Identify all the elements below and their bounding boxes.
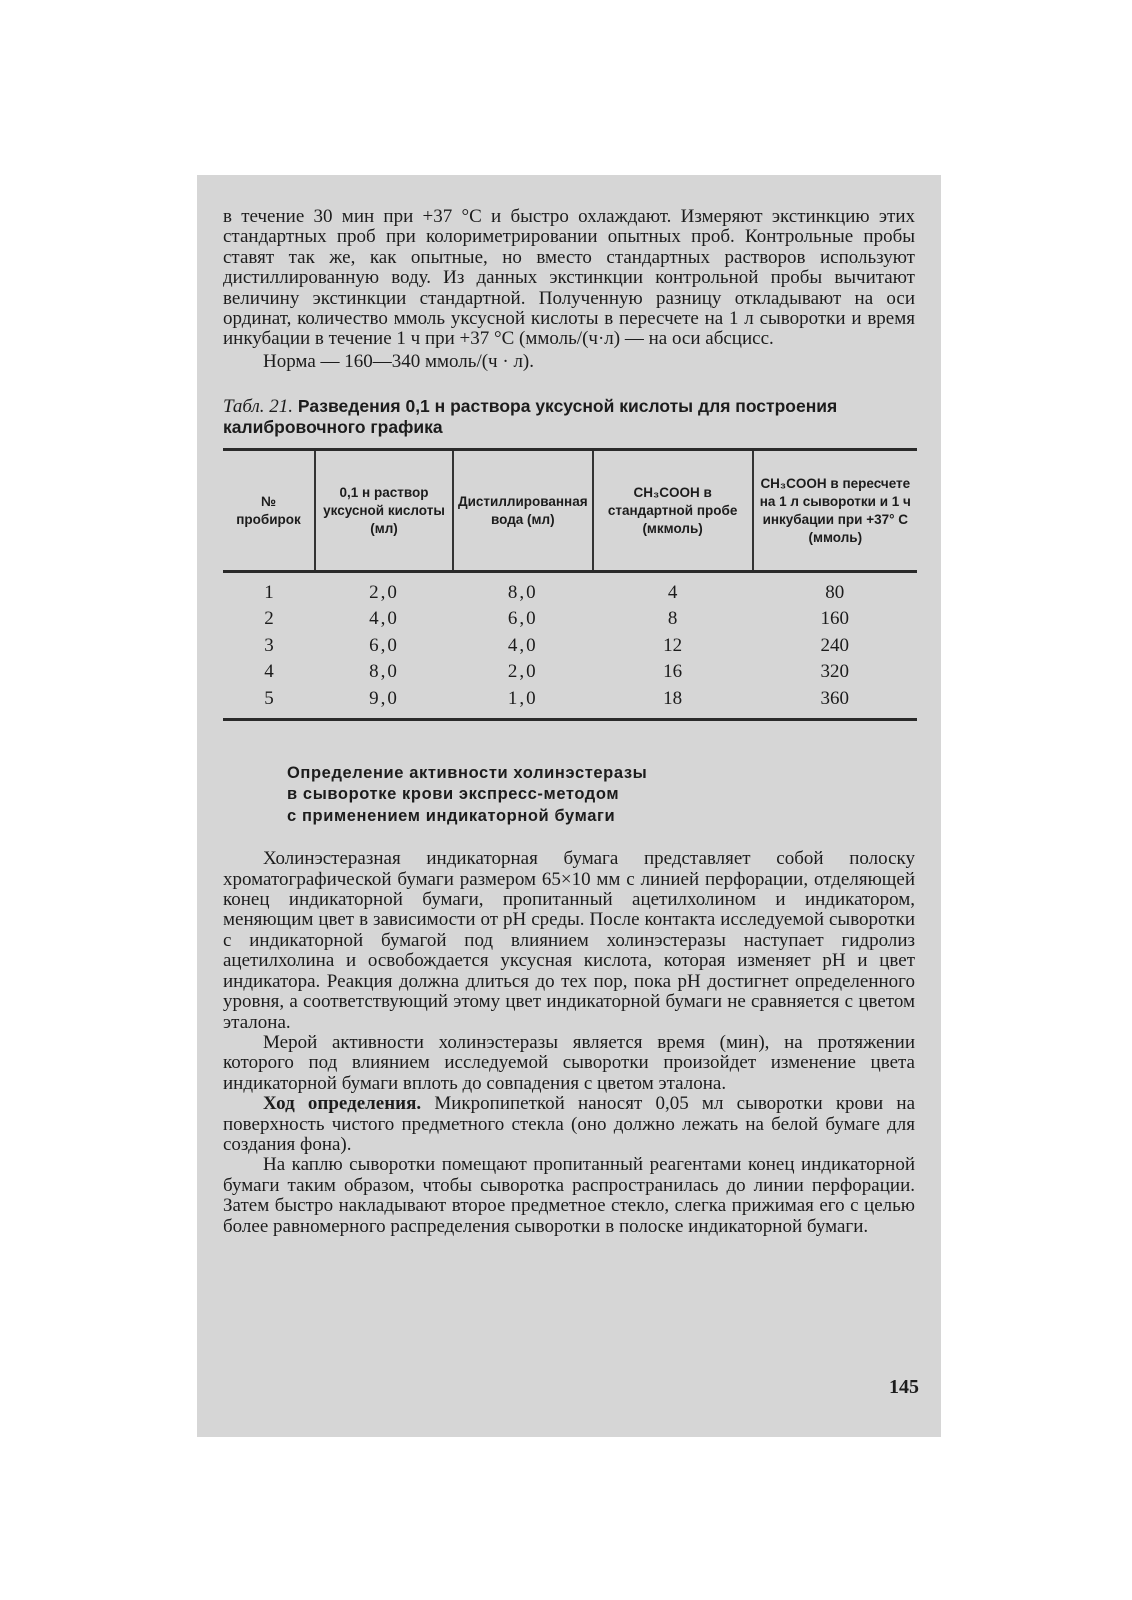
section-heading-line: с применением индикаторной бумаги	[287, 806, 616, 825]
header-acid-solution: 0,1 н раствор уксусной кислоты (мл)	[315, 450, 453, 572]
table-cell: 3	[264, 634, 274, 656]
table-row	[223, 632, 917, 659]
dilution-table	[223, 448, 917, 721]
paragraph-text: Микропипеткой наносят 0,05 мл сыворотки крови на поверхность чистого предметного стекла (оно должно лежать на белой бумаге для создания фона).	[223, 1093, 915, 1155]
table-cell: 1,0	[507, 687, 538, 709]
table-row	[223, 685, 917, 719]
section-heading	[287, 763, 915, 828]
header-distilled-water: Дистиллированная вода (мл)	[453, 450, 593, 572]
table-cell: 320	[820, 661, 850, 682]
table-cell: 18	[663, 687, 683, 709]
table-cell: 16	[663, 661, 683, 682]
table-header-row	[223, 450, 917, 572]
table-cell: 8	[667, 608, 678, 629]
paragraph	[223, 1094, 915, 1155]
section-heading-line: Определение активности холинэстеразы	[287, 763, 648, 782]
book-page	[197, 175, 941, 1437]
table-cell: 1	[264, 581, 274, 603]
paragraph-top: в течение 30 мин при +37 °С и быстро охлаждают. Измеряют экстинкцию этих стандартных проб при колориметрировании опытных проб. Контрольные пробы ставят так же, как опытные, но вместо стандартных растворов используют дистиллированную воду. Из данных экстинкции контрольной пробы вычитают величину экстинкции стандартной. Полученную разницу откладывают на оси ординат, количество ммоль уксусной кислоты в пересчете на 1 л сыворотки и время инкубации в течение 1 ч при +37 °С (ммоль/(ч·л) — на оси абсцисс.	[223, 206, 915, 350]
table-cell: 9,0	[369, 687, 399, 709]
table-cell: 4	[264, 661, 274, 682]
header-recalculated: CH₃COOH в пересчете на 1 л сыворотки и 1 ч инкубации при +37° С (ммоль)	[753, 450, 917, 572]
table-cell: 240	[820, 634, 850, 656]
table-row	[223, 606, 917, 633]
table-cell: 8,0	[507, 581, 538, 603]
paragraph: Мерой активности холинэстеразы является время (мин), на протяжении которого под влиянием исследуемой сыворотки произойдет изменение цвета индикаторной бумаги вплоть до совпадения с цветом эталона.	[223, 1031, 915, 1094]
table-row	[223, 659, 917, 686]
table-cell: 4	[667, 581, 678, 603]
header-tube-number: № пробирок	[223, 450, 315, 572]
procedure-heading: Ход определения.	[263, 1093, 422, 1115]
table-cell: 80	[825, 581, 845, 603]
table-cell: 2,0	[369, 581, 399, 603]
table-cell: 5	[264, 687, 274, 709]
norm-line: Норма — 160—340 ммоль/(ч · л).	[263, 350, 535, 372]
table-cell: 8,0	[369, 661, 399, 682]
table-caption	[223, 396, 915, 438]
table-cell: 160	[820, 608, 850, 629]
table-caption-text: Разведения 0,1 н раствора уксусной кислоты для построения калибровочного графика	[223, 396, 838, 438]
paragraph: Холинэстеразная индикаторная бумага представляет собой полоску хроматографической бумаги размером 65×10 мм с линией перфорации, отделяющей конец индикаторной бумаги, пропитанный ацетилхолином и индикатором, меняющим цвет в зависимости от pH среды. После контакта исследуемой сыворотки с индикаторной бумагой под влиянием холинэстеразы наступает гидролиз ацетилхолина и освобождается уксусная кислота, которая изменяет pH и цвет индикатора. Реакция должна длиться до тех пор, пока pH достигнет определенного уровня, а соответствующий этому цвет индикаторной бумаги не сравняется с цветом эталона.	[223, 848, 915, 1033]
table-cell: 2,0	[507, 661, 538, 682]
table-cell: 6,0	[507, 608, 538, 629]
page-number: 145	[889, 1376, 919, 1398]
table-row	[223, 572, 917, 606]
table-label: Табл. 21.	[223, 396, 293, 418]
table-cell: 360	[820, 687, 850, 709]
page-content	[223, 207, 915, 1237]
table-cell: 12	[663, 634, 683, 656]
table-cell: 6,0	[369, 634, 399, 656]
header-standard-sample: CH₃COOH в стандартной пробе (мкмоль)	[593, 450, 753, 572]
section-heading-line: в сыворотке крови экспресс-методом	[287, 785, 620, 804]
table-cell: 4,0	[369, 608, 399, 629]
section-body	[223, 849, 915, 1237]
table-cell: 4,0	[507, 634, 538, 656]
table-cell: 2	[264, 608, 274, 629]
paragraph: На каплю сыворотки помещают пропитанный реагентами конец индикаторной бумаги таким образом, чтобы сыворотка распространилась до линии перфорации. Затем быстро накладывают второе предметное стекло, слегка прижимая его с целью более равномерного распределения сыворотки в полоске индикаторной бумаги.	[223, 1154, 915, 1237]
